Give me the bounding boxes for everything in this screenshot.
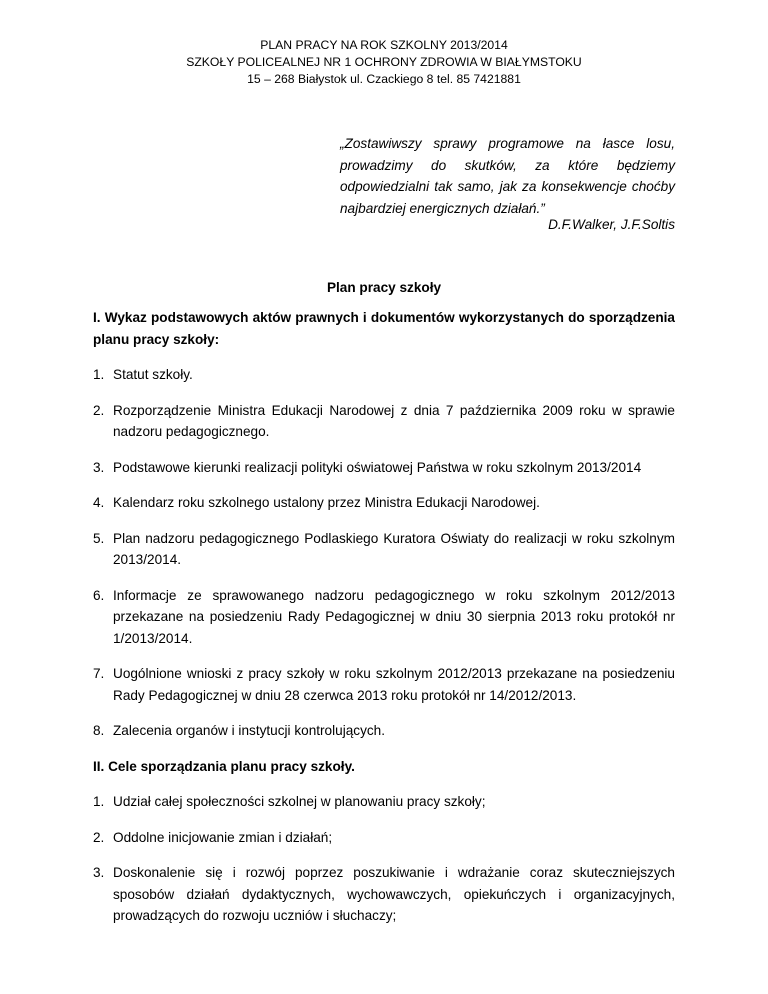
list-item [93, 528, 675, 571]
list-item-text: Podstawowe kierunki realizacji polityki oświatowej Państwa w roku szkolnym 2013/2014 [113, 459, 642, 475]
header-address: 15 – 268 Białystok ul. Czackiego 8 tel. 85 7421881 [247, 72, 521, 86]
list-item-text: Rozporządzenie Ministra Edukacji Narodowej z dnia 7 października 2009 roku w sprawie nadzoru pedagogicznego. [113, 402, 675, 439]
document-header [0, 37, 768, 88]
section-1-heading: I. Wykaz podstawowych aktów prawnych i dokumentów wykorzystanych do sporządzenia planu pracy szkoły: [93, 310, 675, 347]
list-item-number: 3. [93, 865, 105, 880]
header-school-name: SZKOŁY POLICEALNEJ NR 1 OCHRONY ZDROWIA W BIAŁYMSTOKU [186, 55, 582, 69]
section-2-list [93, 791, 675, 927]
list-item [93, 827, 675, 849]
header-title: PLAN PRACY NA ROK SZKOLNY 2013/2014 [260, 38, 508, 52]
epigraph-author: D.F.Walker, J.F.Soltis [548, 217, 675, 232]
list-item-text: Udział całej społeczności szkolnej w planowaniu pracy szkoły; [113, 794, 486, 809]
list-item [93, 862, 675, 927]
list-item-number: 1. [93, 367, 105, 382]
section-2-heading: II. Cele sporządzania planu pracy szkoły. [93, 758, 355, 774]
list-item-number: 2. [93, 829, 105, 845]
list-item-number: 2. [93, 402, 105, 418]
list-item-number: 1. [93, 794, 105, 809]
list-item [93, 585, 675, 650]
list-item [93, 663, 675, 706]
list-item [93, 457, 675, 479]
document-title: Plan pracy szkoły [326, 280, 442, 295]
list-item-text: Statut szkoły. [113, 367, 193, 382]
list-item-text: Informacje ze sprawowanego nadzoru pedagogicznego w roku szkolnym 2012/2013 przekazane na posiedzeniu Rady Pedagogicznej w dniu 30 sierpnia 2013 roku protokół nr 1/2013/2014. [113, 587, 675, 646]
list-item-number: 6. [93, 587, 105, 603]
list-item [93, 492, 675, 514]
list-item-text: Oddolne inicjowanie zmian i działań; [113, 829, 333, 845]
list-item [93, 364, 675, 386]
list-item-text: Kalendarz roku szkolnego ustalony przez Ministra Edukacji Narodowej. [113, 495, 540, 510]
list-item-number: 5. [93, 530, 105, 546]
list-item-number: 8. [93, 723, 105, 738]
list-item [93, 791, 675, 813]
section-1-list [93, 364, 675, 742]
list-item-text: Zalecenia organów i instytucji kontrolujących. [113, 723, 386, 738]
list-item-text: Doskonalenie się i rozwój poprzez poszukiwanie i wdrażanie coraz skuteczniejszych sposobów działań dydaktycznych, wychowawczych, opiekuńczych i organizacyjnych, prowadzących do rozwoju uczniów i słuchaczy; [113, 865, 675, 923]
list-item-number: 4. [93, 495, 105, 510]
list-item-text: Uogólnione wnioski z pracy szkoły w roku szkolnym 2012/2013 przekazane na posiedzeniu Rady Pedagogicznej w dniu 28 czerwca 2013 roku protokół nr 14/2012/2013. [113, 666, 675, 703]
epigraph-quote: „Zostawiwszy sprawy programowe na łasce losu, prowadzimy do skutków, za które będziemy odpowiedzialni tak samo, jak za konsekwencje choćby najbardziej energicznych działań.” [340, 136, 675, 216]
list-item-text: Plan nadzoru pedagogicznego Podlaskiego Kuratora Oświaty do realizacji w roku szkolnym 2013/2014. [113, 530, 675, 567]
list-item-number: 7. [93, 666, 105, 681]
list-item [93, 720, 675, 742]
document-body [93, 307, 675, 941]
list-item-number: 3. [93, 459, 105, 475]
list-item [93, 400, 675, 443]
